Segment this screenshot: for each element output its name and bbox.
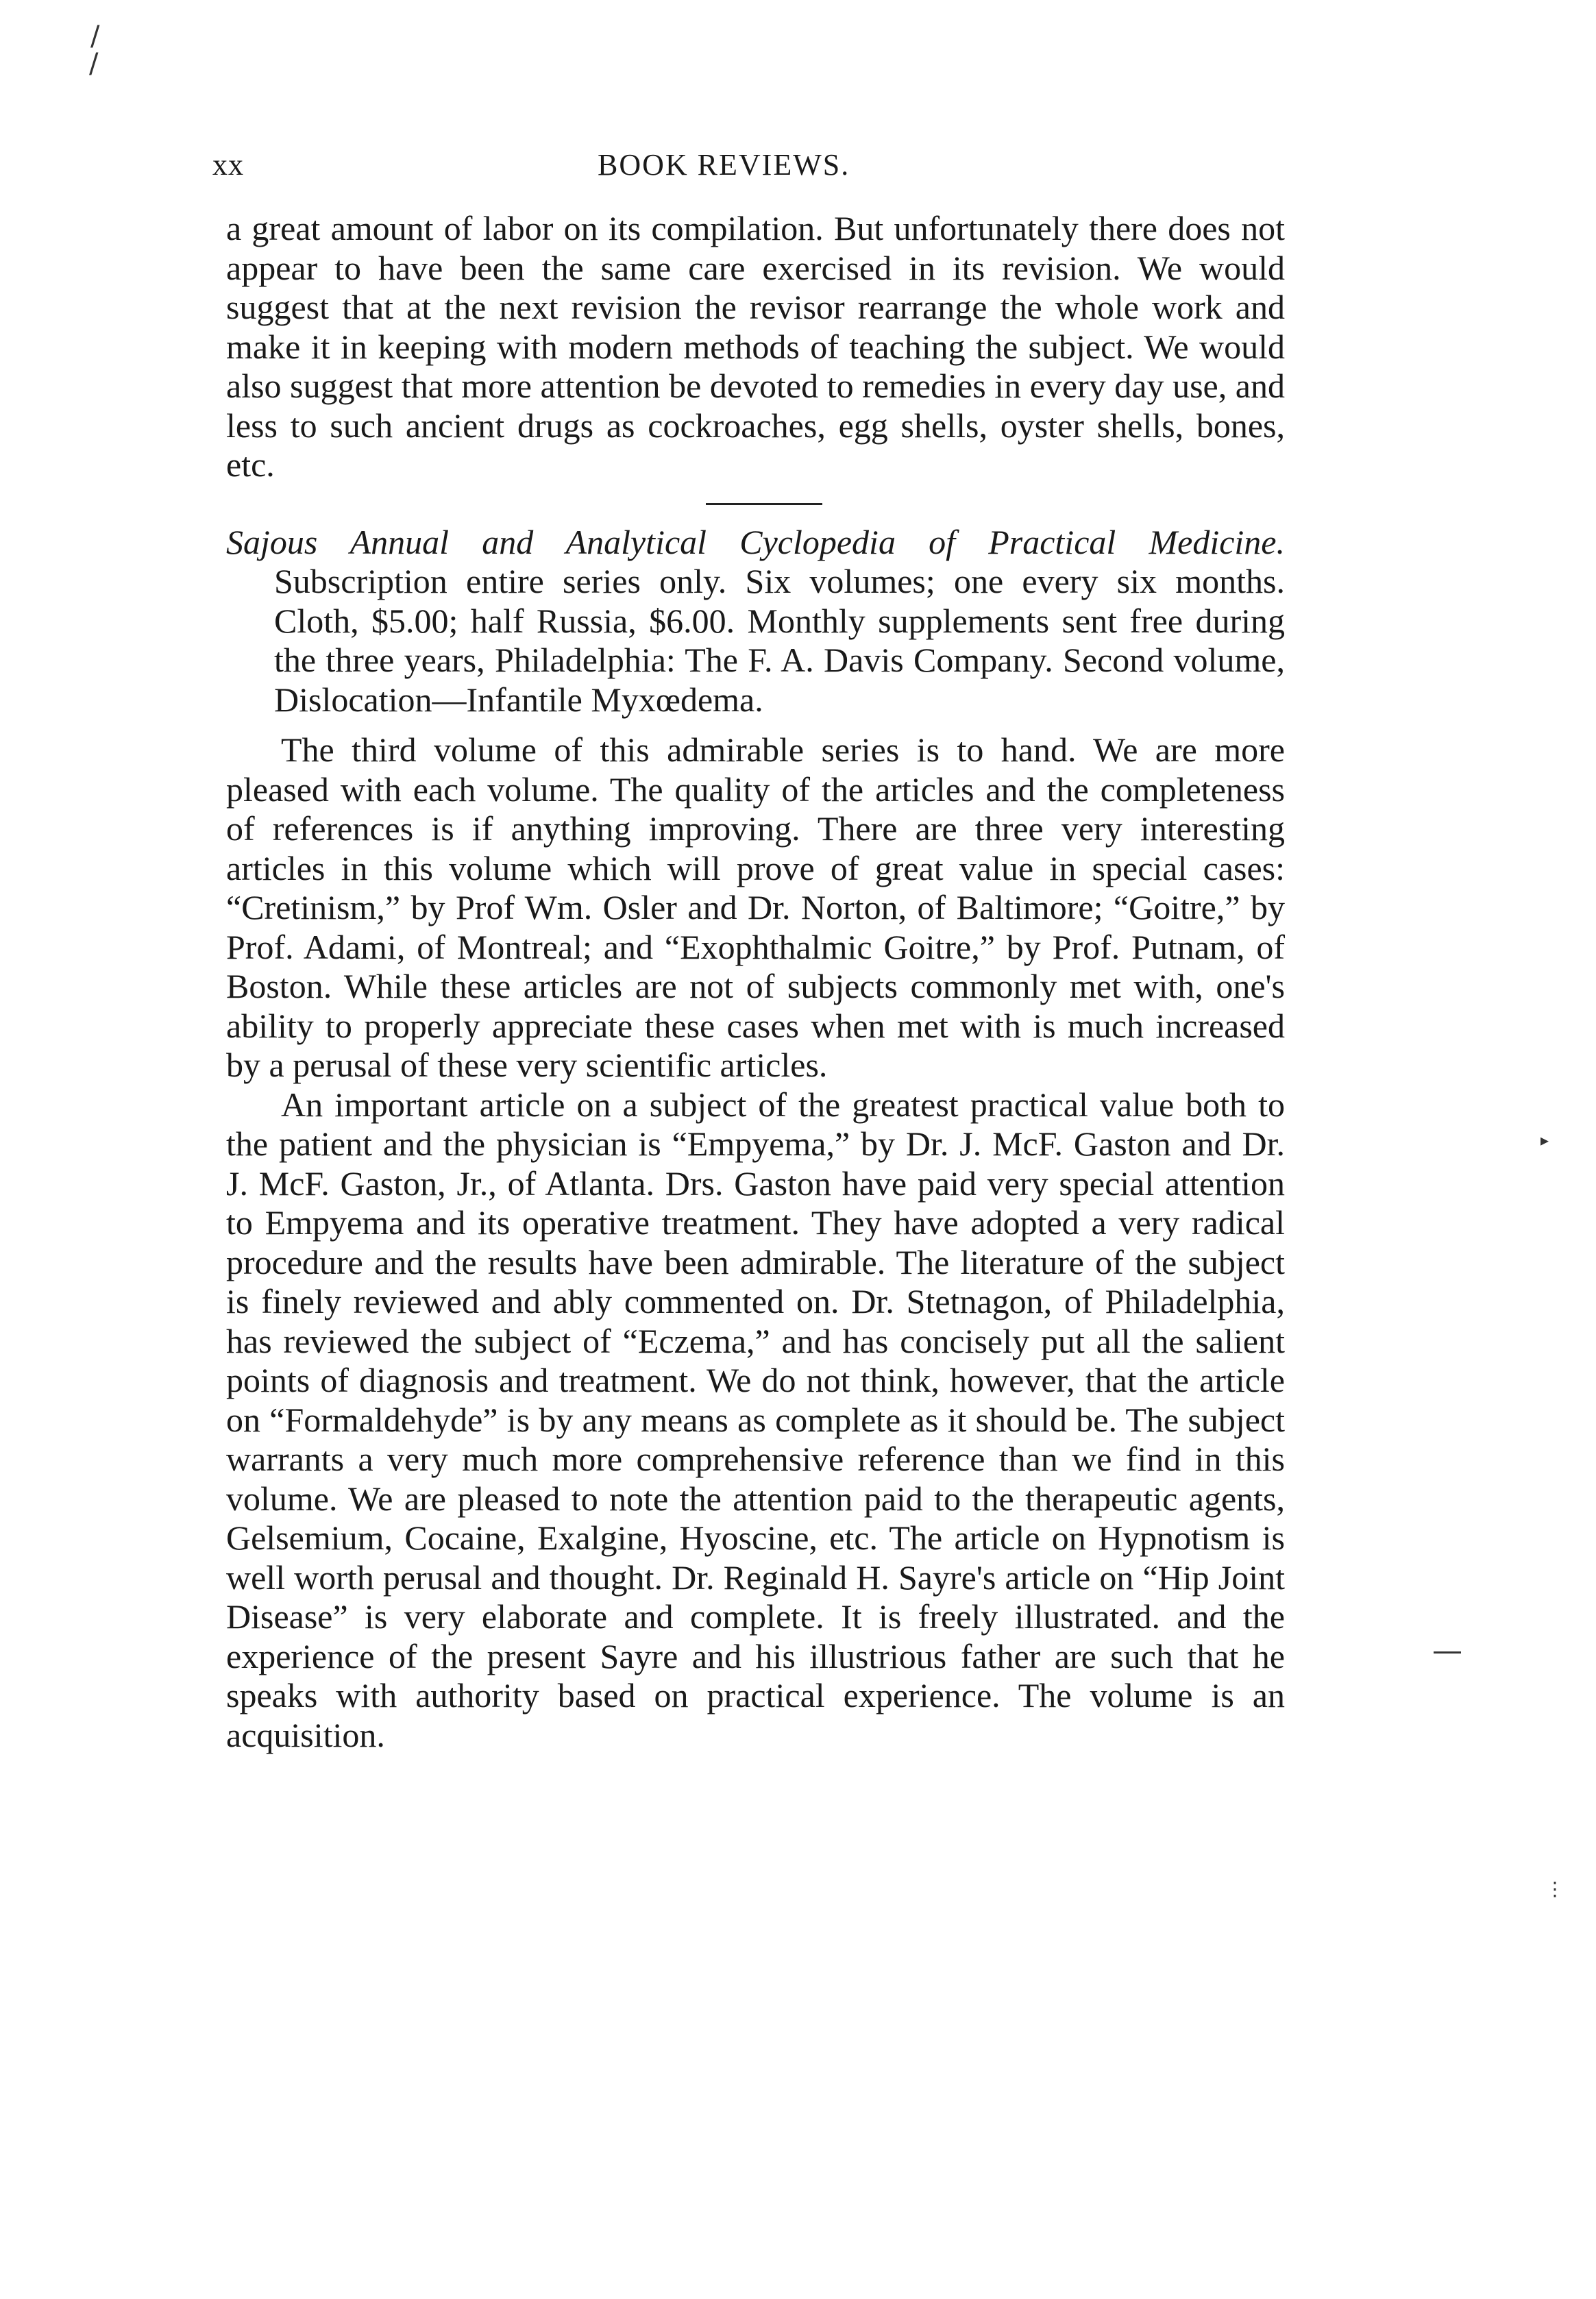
body-text xyxy=(226,209,1285,1755)
scan-mark: / xyxy=(89,48,99,79)
section-divider xyxy=(706,503,822,505)
scan-mark: ▸ xyxy=(1540,1131,1549,1150)
scan-mark: / xyxy=(90,21,100,52)
scan-mark xyxy=(1434,1651,1461,1653)
review-paragraph-2: An important article on a subject of the greatest practical value both to the patient and the physician is “Empyema,” by Dr. J. McF. Gaston and Dr. J. McF. Gaston, Jr., of Atlanta. Drs. Gaston have paid very special attention to Empyema and its operative treatment. They have adopted a very radical procedure and the results have been admirable. The literature of the subject is finely reviewed and ably commented on. Dr. Stetnagon, of Philadelphia, has reviewed the subject of “Eczema,” and has concisely put all the salient points of diagnosis and treatment. We do not think, however, that the article on “Formaldehyde” is by any means as complete as it should be. The subject warrants a very much more comprehensive reference than we find in this volume. We are pleased to note the attention paid to the therapeutic agents, Gelsemium, Cocaine, Exalgine, Hyoscine, etc. The article on Hypnotism is well worth perusal and thought. Dr. Reginald H. Sayre's article on “Hip Joint Disease” is very elaborate and complete. It is freely illustrated. and the experience of the present Sayre and his illustrious father are such that he speaks with authority based on practical experience. The volume is an acquisition. xyxy=(226,1085,1285,1754)
scan-mark: ⋮ xyxy=(1545,1878,1564,1900)
continued-paragraph: a great amount of labor on its compilation. But unfortunately there does not appear to have been the same care exercised in its revision. We would suggest that at the next revision the revisor rearrange the whole work and make it in keeping with modern methods of teaching the subject. We would also suggest that more attention be devoted to remedies in every day use, and less to such ancient drugs as cockroaches, egg shells, oyster shells, bones, etc. xyxy=(226,209,1285,484)
page-folio: xx xyxy=(212,148,244,182)
review-paragraph-1: The third volume of this admirable series is to hand. We are more pleased with each volume. The quality of the articles and the completeness of references is if anything improving. There are three very interesting articles in this volume which will prove of great value in special cases: “Cretinism,” by Prof Wm. Osler and Dr. Norton, of Baltimore; “Goitre,” by Prof. Adami, of Montreal; and “Exophthalmic Goitre,” by Prof. Putnam, of Boston. While these articles are not of subjects commonly met with, one's ability to properly appreciate these cases when met with is much increased by a perusal of these very scientific articles. xyxy=(226,730,1285,1084)
running-title: BOOK REVIEWS. xyxy=(598,148,850,182)
review-entry-heading xyxy=(226,523,1285,720)
review-book-title: Sajous Annual and Analytical Cyclopedia of Practical Medicine. xyxy=(226,522,1285,561)
review-book-details: Subscription entire series only. Six volumes; one every six months. Cloth, $5.00; half Russia, $6.00. Monthly supplements sent free during the three years, Philadelphia: The F. A. Davis Company. Second volume, Dislocation—Infantile Myxœdema. xyxy=(274,562,1285,719)
running-head xyxy=(206,147,1295,188)
